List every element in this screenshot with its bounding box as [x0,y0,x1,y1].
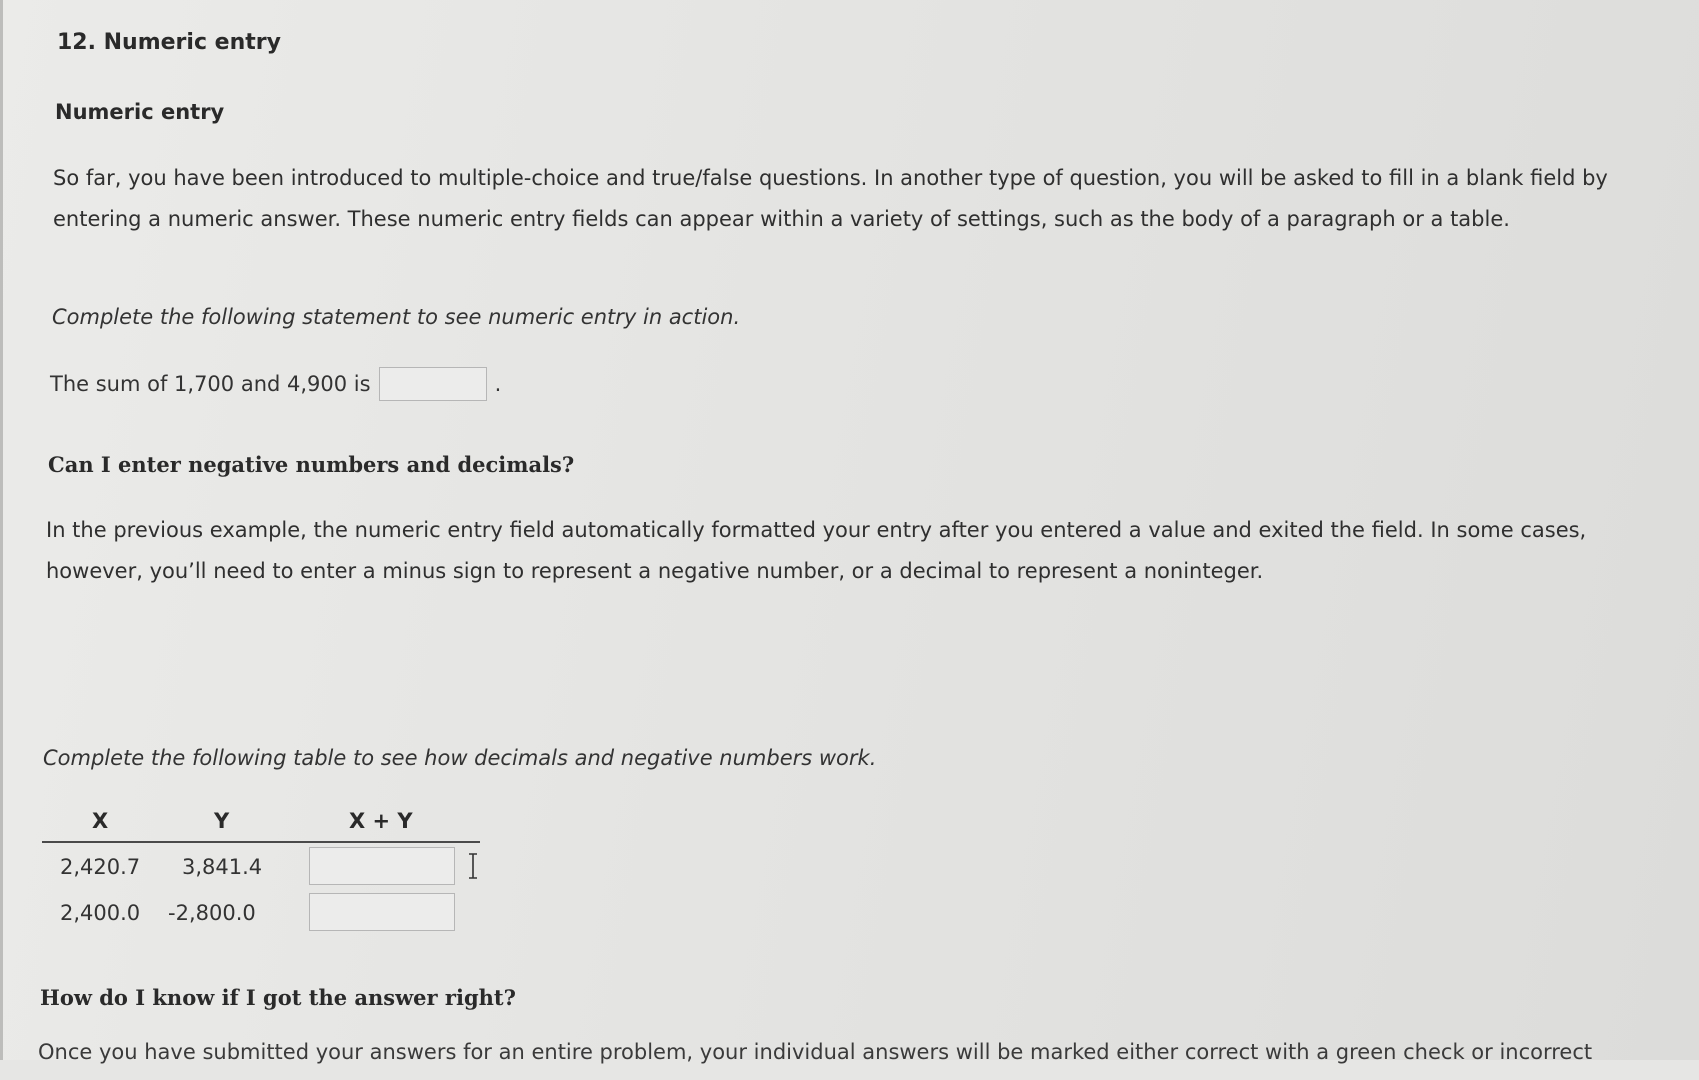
intro-line-1: So far, you have been introduced to multiple-choice and true/false questions. In another type of question, you will be asked to fill in a blank field by [53,166,1608,190]
cell-x: 2,400.0 [60,901,141,925]
cell-y: 3,841.4 [182,855,263,879]
page-left-border [0,0,3,1060]
table-row [42,843,480,889]
header-y: Y [214,809,230,833]
section-heading: Numeric entry [55,100,225,124]
header-x: X [92,809,109,833]
question-title: 12. Numeric entry [57,30,281,55]
feedback-heading: How do I know if I got the answer right? [40,985,516,1010]
explain-line-2: however, you’ll need to enter a minus sign to represent a negative number, or a decimal to represent a noninteger. [46,559,1264,583]
statement-suffix: . [494,372,502,396]
text-cursor-icon [467,852,479,880]
cell-x: 2,420.7 [60,855,141,879]
header-sum: X + Y [349,809,413,833]
explain-line-1: In the previous example, the numeric entry field automatically formatted your entry after you entered a value and exited the field. In some cases, [46,518,1587,542]
negatives-explanation [46,510,1646,592]
negatives-heading: Can I enter negative numbers and decimals? [48,452,575,477]
sum-input-row-2[interactable] [309,893,455,931]
table-row [42,889,480,935]
sum-table [42,805,480,935]
feedback-text-partial: Once you have submitted your answers for an entire problem, your individual answers will be marked either correct with a green check or incorrect [38,1040,1593,1064]
statement-instruction: Complete the following statement to see numeric entry in action. [52,305,741,329]
table-instruction: Complete the following table to see how decimals and negative numbers work. [43,746,877,770]
sum-input-row-1[interactable] [309,847,455,885]
table-header [42,805,480,843]
statement-prefix: The sum of 1,700 and 4,900 is [50,372,371,396]
cell-y: -2,800.0 [168,901,256,925]
sum-answer-input[interactable] [379,367,487,401]
intro-line-2: entering a numeric answer. These numeric entry fields can appear within a variety of settings, such as the body of a paragraph or a table. [53,207,1510,231]
intro-paragraph [53,158,1653,240]
sum-statement [50,367,501,401]
